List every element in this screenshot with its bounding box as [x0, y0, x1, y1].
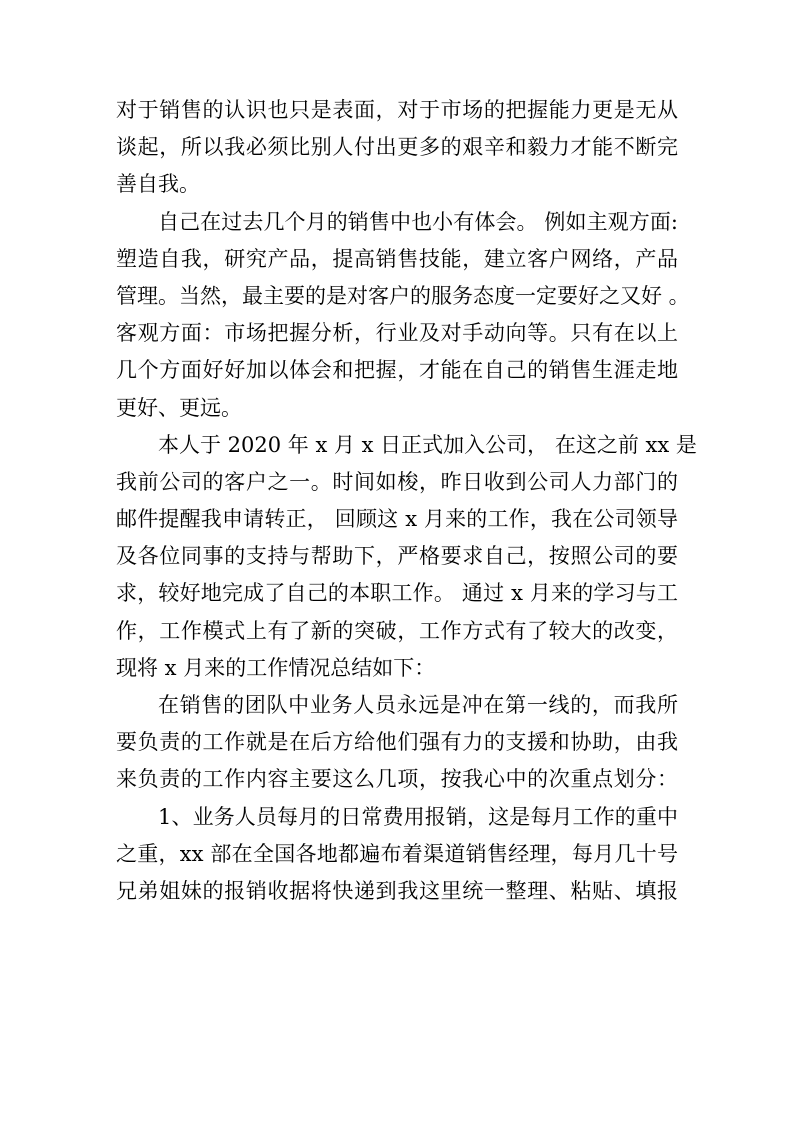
text-line: 本人于 2020 年 x 月 x 日正式加入公司， 在这之前 xx 是 [158, 432, 697, 457]
text-line: 兄弟姐妹的报销收据将快递到我这里统一整理、粘贴、填报 [116, 878, 678, 903]
text-line: 1、业务人员每月的日常费用报销，这是每月工作的重中 [158, 804, 678, 829]
text-line: 几个方面好好加以体会和把握，才能在自己的销售生涯走地 [116, 358, 678, 383]
text-line: 善自我。 [116, 172, 200, 197]
text-line: 要负责的工作就是在后方给他们强有力的支援和协助，由我 [116, 730, 678, 755]
text-line: 我前公司的客户之一。时间如梭，昨日收到公司人力部门的 [116, 469, 678, 494]
text-line: 塑造自我，研究产品，提高销售技能，建立客户网络，产品 [116, 246, 678, 271]
text-line: 作，工作模式上有了新的突破，工作方式有了较大的改变， [116, 618, 678, 643]
text-line: 求，较好地完成了自己的本职工作。 通过 x 月来的学习与工 [116, 581, 678, 606]
text-line: 在销售的团队中业务人员永远是冲在第一线的，而我所 [158, 693, 678, 717]
text-line: 及各位同事的支持与帮助下，严格要求自己，按照公司的要 [116, 544, 678, 569]
text-line: 谈起，所以我必须比别人付出更多的艰辛和毅力才能不断完 [116, 135, 678, 160]
text-line: 之重，xx 部在全国各地都遍布着渠道销售经理，每月几十号 [116, 841, 678, 866]
text-line: 自己在过去几个月的销售中也小有体会。 例如主观方面: [158, 209, 678, 234]
text-line: 客观方面：市场把握分析，行业及对手动向等。只有在以上 [116, 321, 678, 346]
document-body [116, 92, 697, 910]
text-line: 管理。当然，最主要的是对客户的服务态度一定要好之又好 。 [116, 283, 690, 308]
text-line: 来负责的工作内容主要这么几项，按我心中的次重点划分： [116, 767, 678, 792]
text-line: 邮件提醒我申请转正， 回顾这 x 月来的工作，我在公司领导 [116, 507, 678, 532]
text-line: 对于销售的认识也只是表面，对于市场的把握能力更是无从 [116, 98, 678, 122]
text-line: 更好、更远。 [116, 395, 242, 420]
text-line: 现将 x 月来的工作情况总结如下： [116, 655, 436, 680]
